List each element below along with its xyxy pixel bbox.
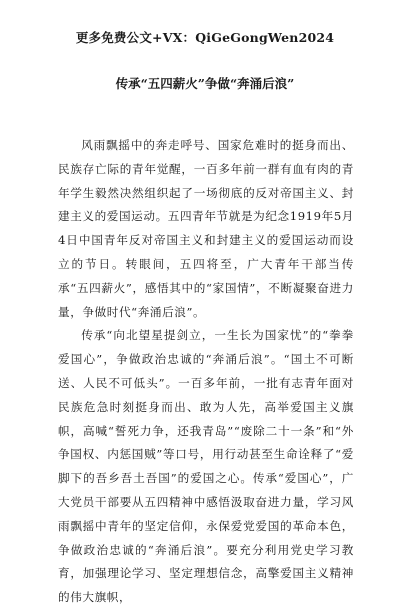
body-paragraph-1: 风雨飘摇中的奔走呼号、国家危难时的挺身而出、民族存亡际的青年觉醒，一百多年前一群有血有肉的青年学生毅然决然组织起了一场彻底的反对帝国主义、封建主义的爱国运动。五四青年节就是为纪念1919年5月4日中国青年反对帝国主义和封建主义的爱国运动而设立的节日。转眼间，五四将至，广大青年干部当传承“五四薪火”，感悟其中的“家国情”，不断凝聚奋进力量，争做时代“奔涌后浪”。 [58, 138, 354, 319]
body-paragraph-2: 传承“向北望星提剑立，一生长为国家忧”的“拳拳爱国心”，争做政治忠诚的“奔涌后浪”。“国土不可断送、人民不可低头”。一百多年前，一批有志青年面对民族危急时刻挺身而出、敢为人先，高举爱国主义旗帜，高喊“誓死力争，还我青岛”“废除二十一条”和“外争国权、内惩国贼”等口号，用行动甚至生命诠释了“爱脚下的吾乡吾土吾国”的爱国之心。传承“爱国心”，广大党员干部要从五四精神中感悟汲取奋进力量，学习风雨飘摇中青年的坚定信仰，永保爱党爱国的革命本色，争做政治忠诚的“奔涌后浪”。要充分利用党史学习教育，加强理论学习、坚定理想信念，高擎爱国主义精神的伟大旗帜， [58, 328, 354, 605]
document-title: 传承“五四薪火”争做“奔涌后浪” [115, 76, 295, 91]
promo-header: 更多免费公文+VX：QiGeGongWen2024 [75, 30, 335, 45]
document-body [58, 134, 354, 610]
